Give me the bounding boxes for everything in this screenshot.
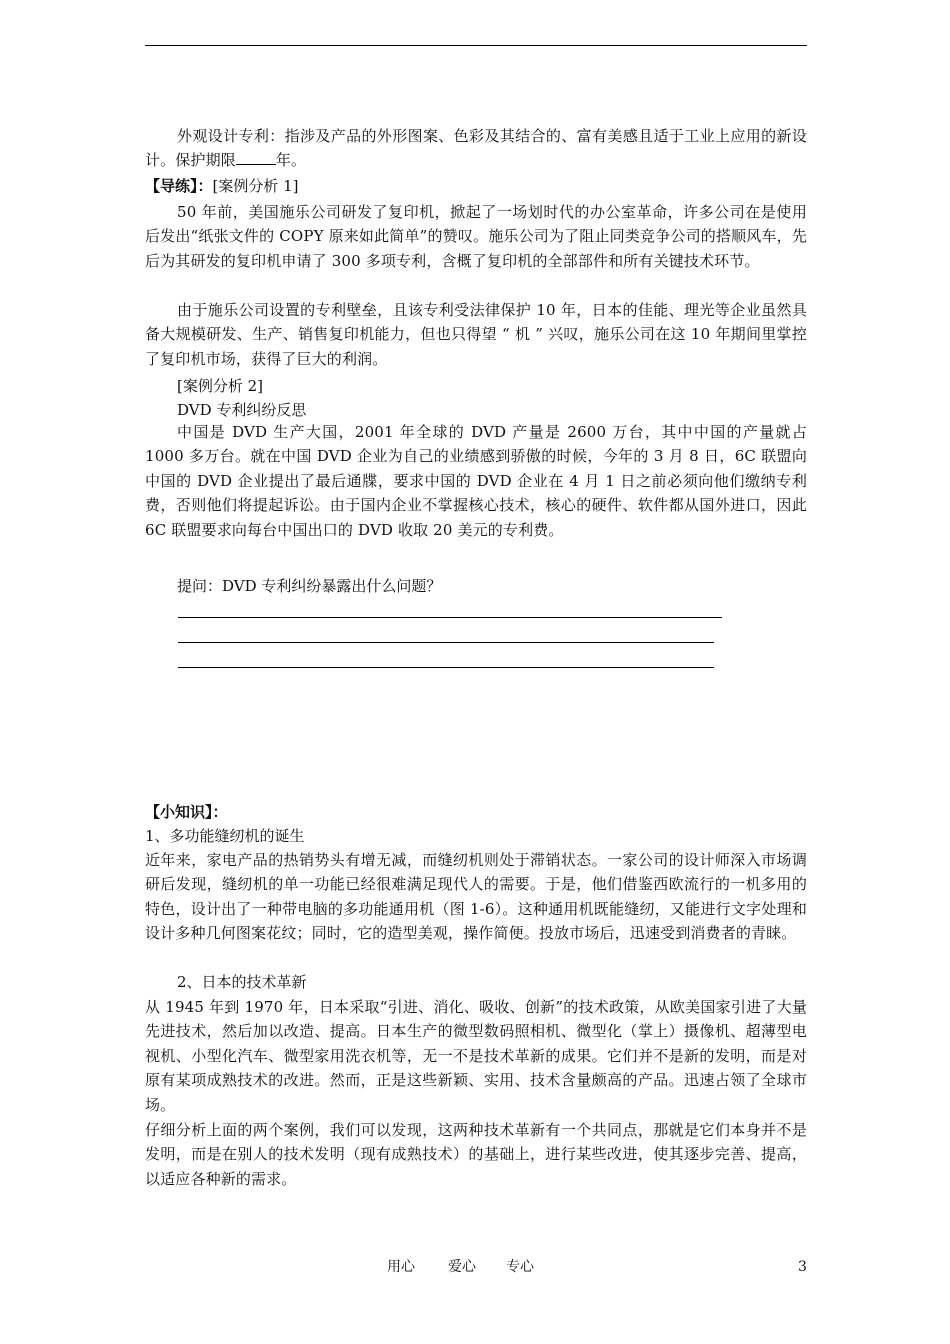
knowledge-item1-title: 1、多功能缝纫机的诞生 [145, 827, 305, 845]
case1-paragraph-2: 由于施乐公司设置的专利壁垒，且该专利受法律保护 10 年，日本的佳能、理光等企业虽然具备大规模研发、生产、销售复印机能力，但也只得望 “ 机 ” 兴叹，施乐公司在这 10 年期间里掌控了复印机市场，获得了巨大的利润。 [145, 301, 807, 368]
guide-heading-line [145, 176, 299, 196]
design-patent-paragraph [145, 124, 807, 173]
case2-title: [案例分析 2] [177, 377, 264, 395]
guide-heading: 【导练】： [145, 177, 213, 195]
footer-motto-3: 专心 [506, 1259, 534, 1275]
protection-period-blank [236, 150, 276, 165]
design-patent-suffix: 年。 [275, 151, 307, 170]
answer-line-2 [178, 642, 714, 643]
knowledge-item2-text: 从 1945 年到 1970 年，日本采取“引进、消化、吸收、创新”的技术政策，从欧美国家引进了大量先进技术，然后加以改造、提高。日本生产的微型数码照相机、微型化（掌上）摄像机、超薄型电视机、小型化汽车、微型家用洗衣机等，无一不是技术革新的成果。它们并不是新的发明，而是对原有某项成熟技术的改进。然而，正是这些新颖、实用、技术含量颇高的产品。迅速占领了全球市场。 [145, 998, 807, 1114]
footer-motto-1: 用心 [387, 1259, 415, 1275]
case1-title: [案例分析 1] [212, 177, 299, 195]
answer-line-1 [178, 617, 722, 618]
header-rule [145, 45, 807, 46]
page-number: 3 [798, 1259, 807, 1275]
knowledge-item1-text: 近年来，家电产品的热销势头有增无减，而缝纫机则处于滞销状态。一家公司的设计师深入市场调研后发现，缝纫机的单一功能已经很难满足现代人的需要。于是，他们借鉴西欧流行的一机多用的特色，设计出了一种带电脑的多功能通用机（图 1-6）。这种通用机既能缝纫，又能进行文字处理和设计多种几何图案花纹；同时，它的造型美观，操作简便。投放市场后，迅速受到消费者的青睐。 [145, 851, 807, 943]
case2-question: 提问：DVD 专利纠纷暴露出什么问题？ [177, 577, 442, 595]
case2-paragraph: 中国是 DVD 生产大国，2001 年全球的 DVD 产量是 2600 万台，其中中国的产量就占 1000 多万台。就在中国 DVD 企业为自己的业绩感到骄傲的时候，今年的 3 月 8 日，6C 联盟向中国的 DVD 企业提出了最后通牒，要求中国的 DVD 企业在 4 月 1 日之前必须向他们缴纳专利费，否则他们将提起诉讼。由于国内企业不掌握核心技术，核心的硬件、软件都从国外进口，因此 6C 联盟要求向每台中国出口的 DVD 收取 20 美元的专利费。 [145, 423, 807, 539]
case1-paragraph-1: 50 年前，美国施乐公司研发了复印机，掀起了一场划时代的办公室革命，许多公司在是使用后发出“纸张文件的 COPY 原来如此简单”的赞叹。施乐公司为了阻止同类竞争公司的搭顺风车，先后为其研发的复印机申请了 300 多项专利，含概了复印机的全部部件和所有关键技术环节。 [145, 203, 807, 270]
knowledge-heading: 【小知识】： [145, 803, 228, 821]
design-patent-text: 外观设计专利：指涉及产品的外形图案、色彩及其结合的、富有美感且适于工业上应用的新设计。保护期限 [145, 127, 807, 170]
knowledge-item2-title: 2、日本的技术革新 [177, 973, 307, 991]
footer-motto-2: 爱心 [448, 1259, 476, 1275]
case2-subtitle: DVD 专利纠纷反思 [177, 401, 307, 419]
answer-line-3 [178, 667, 714, 668]
knowledge-summary: 仔细分析上面的两个案例，我们可以发现，这两种技术革新有一个共同点，那就是它们本身并不是发明，而是在别人的技术发明（现有成熟技术）的基础上，进行某些改进，使其逐步完善、提高，以适应各种新的需求。 [145, 1121, 807, 1188]
